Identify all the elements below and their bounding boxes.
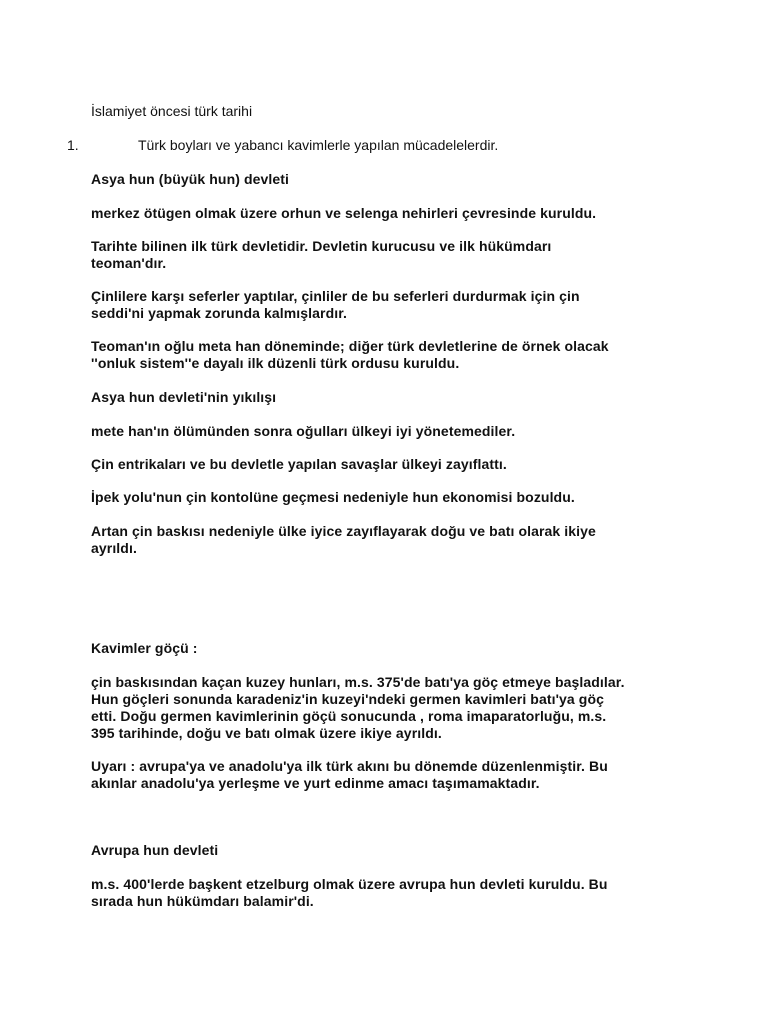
paragraph-line: ayrıldı. — [91, 540, 137, 556]
section-heading-avrupa-hun: Avrupa hun devleti — [91, 842, 219, 858]
paragraph-line: Tarihte bilinen ilk türk devletidir. Devletin kurucusu ve ilk hükümdarı — [91, 238, 552, 254]
paragraph-line: Artan çin baskısı nedeniyle ülke iyice zayıflayarak doğu ve batı olarak ikiye — [91, 523, 596, 539]
paragraph: merkez ötügen olmak üzere orhun ve selenga nehirleri çevresinde kuruldu. — [91, 205, 597, 221]
document-title: İslamiyet öncesi türk tarihi — [91, 103, 253, 119]
paragraph-line: Uyarı : avrupa'ya ve anadolu'ya ilk türk akını bu dönemde düzenlenmiştir. Bu — [91, 758, 608, 774]
paragraph-line: Çinlilere karşı seferler yaptılar, çinliler de bu seferleri durdurmak için çin — [91, 288, 580, 304]
section-heading-kavimler-gocu: Kavimler göçü : — [91, 640, 198, 656]
paragraph-line: Teoman'ın oğlu meta han döneminde; diğer türk devletlerine de örnek olacak — [91, 338, 609, 354]
paragraph-line: sırada hun hükümdarı balamir'di. — [91, 893, 314, 909]
paragraph: Çin entrikaları ve bu devletle yapılan savaşlar ülkeyi zayıflattı. — [91, 456, 507, 472]
paragraph-line: m.s. 400'lerde başkent etzelburg olmak üzere avrupa hun devleti kuruldu. Bu — [91, 876, 608, 892]
paragraph-line: seddi'ni yapmak zorunda kalmışlardır. — [91, 305, 348, 321]
section-heading-asya-hun: Asya hun (büyük hun) devleti — [91, 171, 290, 187]
paragraph-line: Hun göçleri sonunda karadeniz'in kuzeyi'ndeki germen kavimleri batı'ya göç — [91, 691, 604, 707]
paragraph-line: etti. Doğu germen kavimlerinin göçü sonucunda , roma imaparatorluğu, m.s. — [91, 708, 607, 724]
list-item-number: 1. — [67, 137, 79, 153]
paragraph-line: 395 tarihinde, doğu ve batı olmak üzere ikiye ayrıldı. — [91, 725, 442, 741]
paragraph-line: teoman'dır. — [91, 255, 167, 271]
paragraph-line: ''onluk sistem''e dayalı ilk düzenli türk ordusu kuruldu. — [91, 355, 460, 371]
paragraph: İpek yolu'nun çin kontolüne geçmesi nedeniyle hun ekonomisi bozuldu. — [91, 489, 575, 505]
paragraph-line: akınlar anadolu'ya yerleşme ve yurt edinme amacı taşımamaktadır. — [91, 775, 540, 791]
paragraph: mete han'ın ölümünden sonra oğulları ülkeyi iyi yönetemediler. — [91, 423, 516, 439]
list-item-text: Türk boyları ve yabancı kavimlerle yapılan mücadelelerdir. — [138, 137, 499, 153]
section-heading-yikilis: Asya hun devleti'nin yıkılışı — [91, 389, 277, 405]
paragraph-line: çin baskısından kaçan kuzey hunları, m.s. 375'de batı'ya göç etmeye başladılar. — [91, 674, 625, 690]
